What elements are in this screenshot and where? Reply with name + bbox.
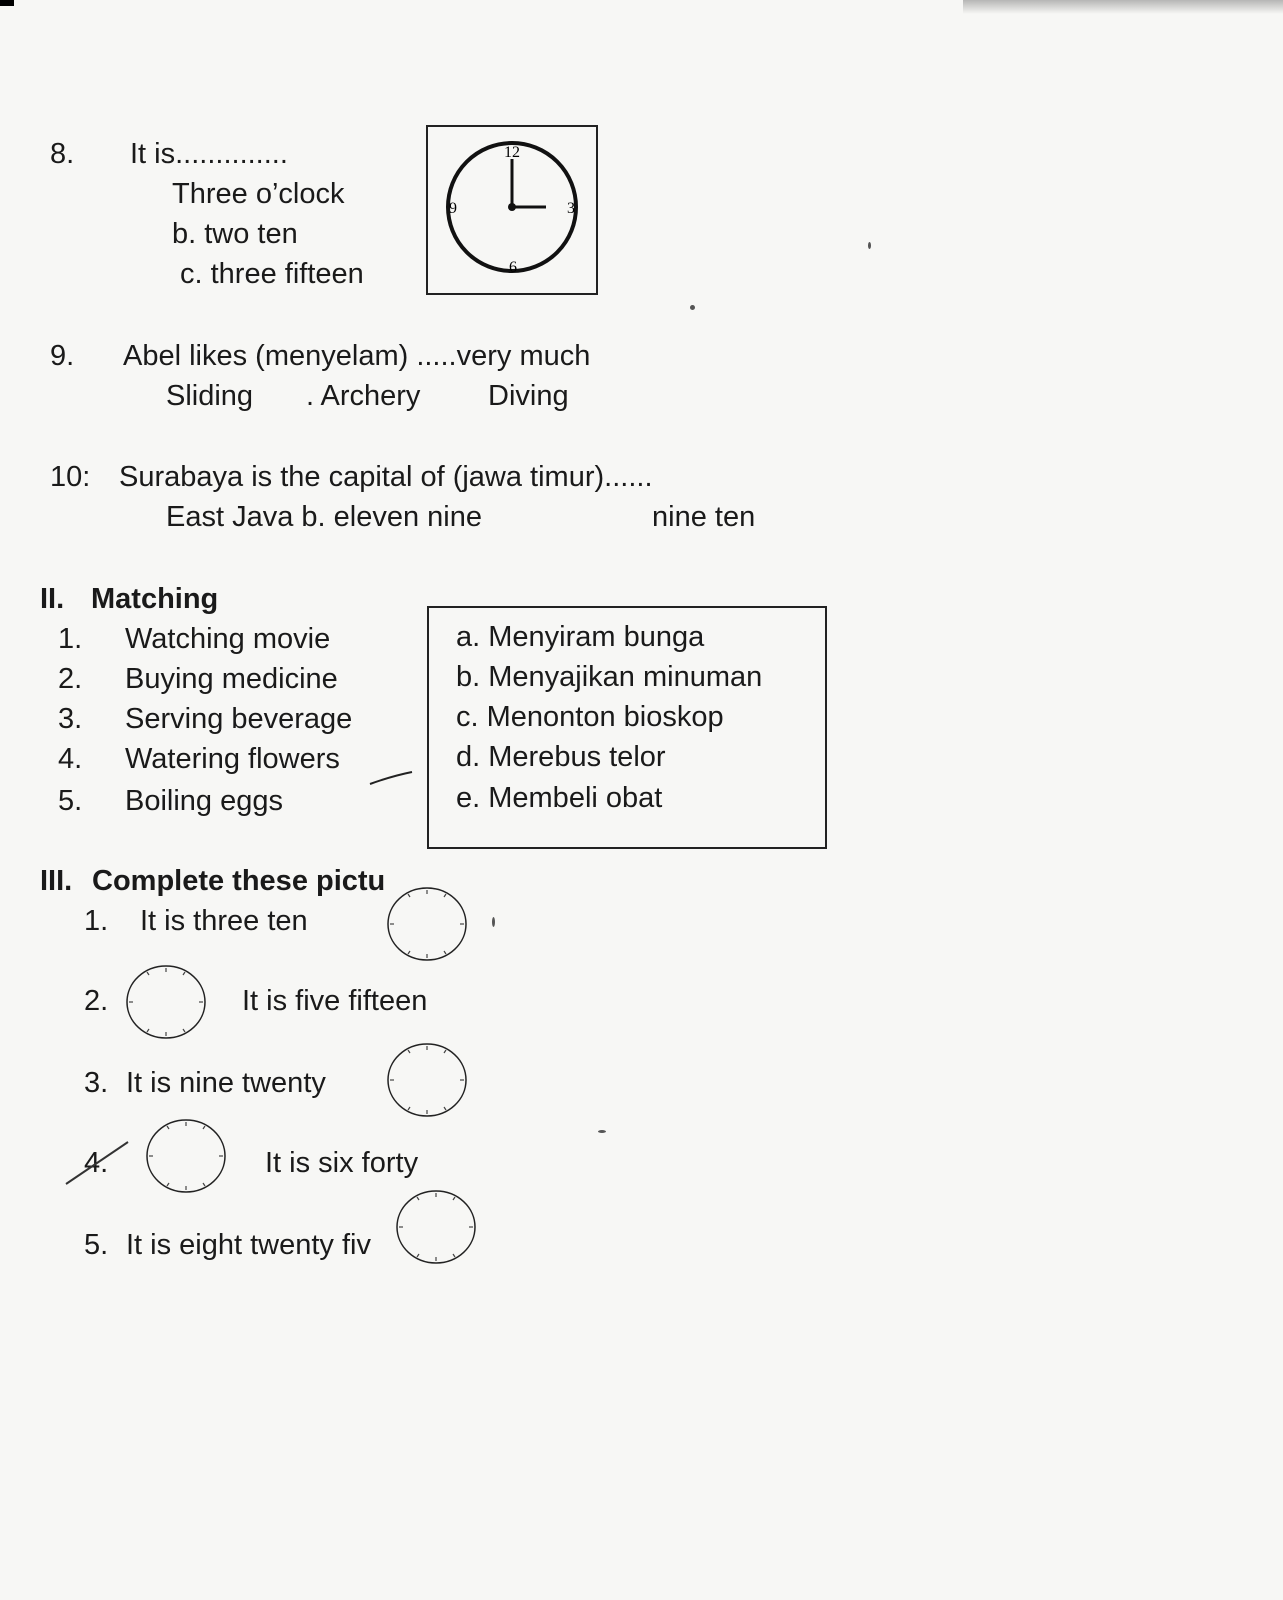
blank-clock-icon — [385, 885, 469, 963]
q8-option-b: b. two ten — [172, 218, 298, 250]
match-left-item-4: Watering flowers — [125, 743, 340, 775]
section-ii-heading: Matching — [91, 583, 219, 615]
section-ii-number: II. — [40, 583, 65, 615]
scan-smudge — [963, 0, 1283, 14]
blank-clock-icon — [385, 1041, 469, 1119]
scan-speck — [690, 305, 695, 310]
clock-label-9: 9 — [449, 200, 457, 217]
q9-number: 9. — [50, 340, 75, 372]
q9-option-c: Diving — [488, 380, 569, 412]
match-left-num-2: 2. — [58, 663, 83, 695]
match-left-item-2: Buying medicine — [125, 663, 338, 695]
scan-speck — [868, 242, 871, 249]
complete-item-1: It is three ten — [140, 905, 308, 937]
q8-option-c: c. three fifteen — [180, 258, 364, 290]
complete-num-1: 1. — [84, 905, 109, 937]
q8-clock-frame — [426, 125, 598, 295]
match-left-item-5: Boiling eggs — [125, 785, 283, 817]
blank-clock-icon — [144, 1117, 228, 1195]
q8-number: 8. — [50, 138, 75, 170]
match-left-item-1: Watching movie — [125, 623, 331, 655]
match-left-num-3: 3. — [58, 703, 83, 735]
blank-clock-icon — [394, 1188, 478, 1266]
clock-label-12: 12 — [504, 144, 520, 161]
complete-item-5: It is eight twenty fiv — [126, 1229, 371, 1261]
scan-edge-mark — [0, 0, 14, 6]
complete-num-3: 3. — [84, 1067, 109, 1099]
pencil-stroke — [368, 768, 416, 788]
complete-item-3: It is nine twenty — [126, 1067, 326, 1099]
match-left-num-4: 4. — [58, 743, 83, 775]
match-right-item-d: d. Merebus telor — [456, 741, 666, 773]
q10-option-a: East Java b. eleven nine — [166, 501, 482, 533]
q10-question: Surabaya is the capital of (jawa timur)...... — [119, 461, 653, 493]
match-right-item-c: c. Menonton bioskop — [456, 701, 724, 733]
match-right-item-e: e. Membeli obat — [456, 782, 663, 814]
q9-option-a: Sliding — [166, 380, 254, 412]
complete-item-2: It is five fifteen — [242, 985, 428, 1017]
clock-label-6: 6 — [509, 259, 517, 276]
complete-item-4: It is six forty — [265, 1147, 419, 1179]
check-mark-stroke — [62, 1138, 132, 1188]
q8-option-a: Three o’clock — [172, 178, 345, 210]
section-iii-number: III. — [40, 865, 73, 897]
clock-label-3: 3 — [567, 200, 575, 217]
scan-speck — [492, 917, 495, 927]
q8-question: It is.............. — [130, 138, 288, 170]
section-iii-heading: Complete these pictu — [92, 865, 386, 897]
match-right-item-a: a. Menyiram bunga — [456, 621, 705, 653]
match-left-item-3: Serving beverage — [125, 703, 353, 735]
complete-num-4: 4. — [84, 1147, 109, 1179]
blank-clock-icon — [124, 963, 208, 1041]
clock-icon — [428, 127, 596, 293]
match-right-item-b: b. Menyajikan minuman — [456, 661, 763, 693]
match-left-num-5: 5. — [58, 785, 83, 817]
q10-option-c: nine ten — [652, 501, 756, 533]
q9-question: Abel likes (menyelam) .....very much — [123, 340, 591, 372]
scan-speck — [598, 1130, 606, 1133]
q10-number: 10: — [50, 461, 91, 493]
match-left-num-1: 1. — [58, 623, 83, 655]
q9-option-b: . Archery — [306, 380, 421, 412]
complete-num-2: 2. — [84, 985, 109, 1017]
complete-num-5: 5. — [84, 1229, 109, 1261]
